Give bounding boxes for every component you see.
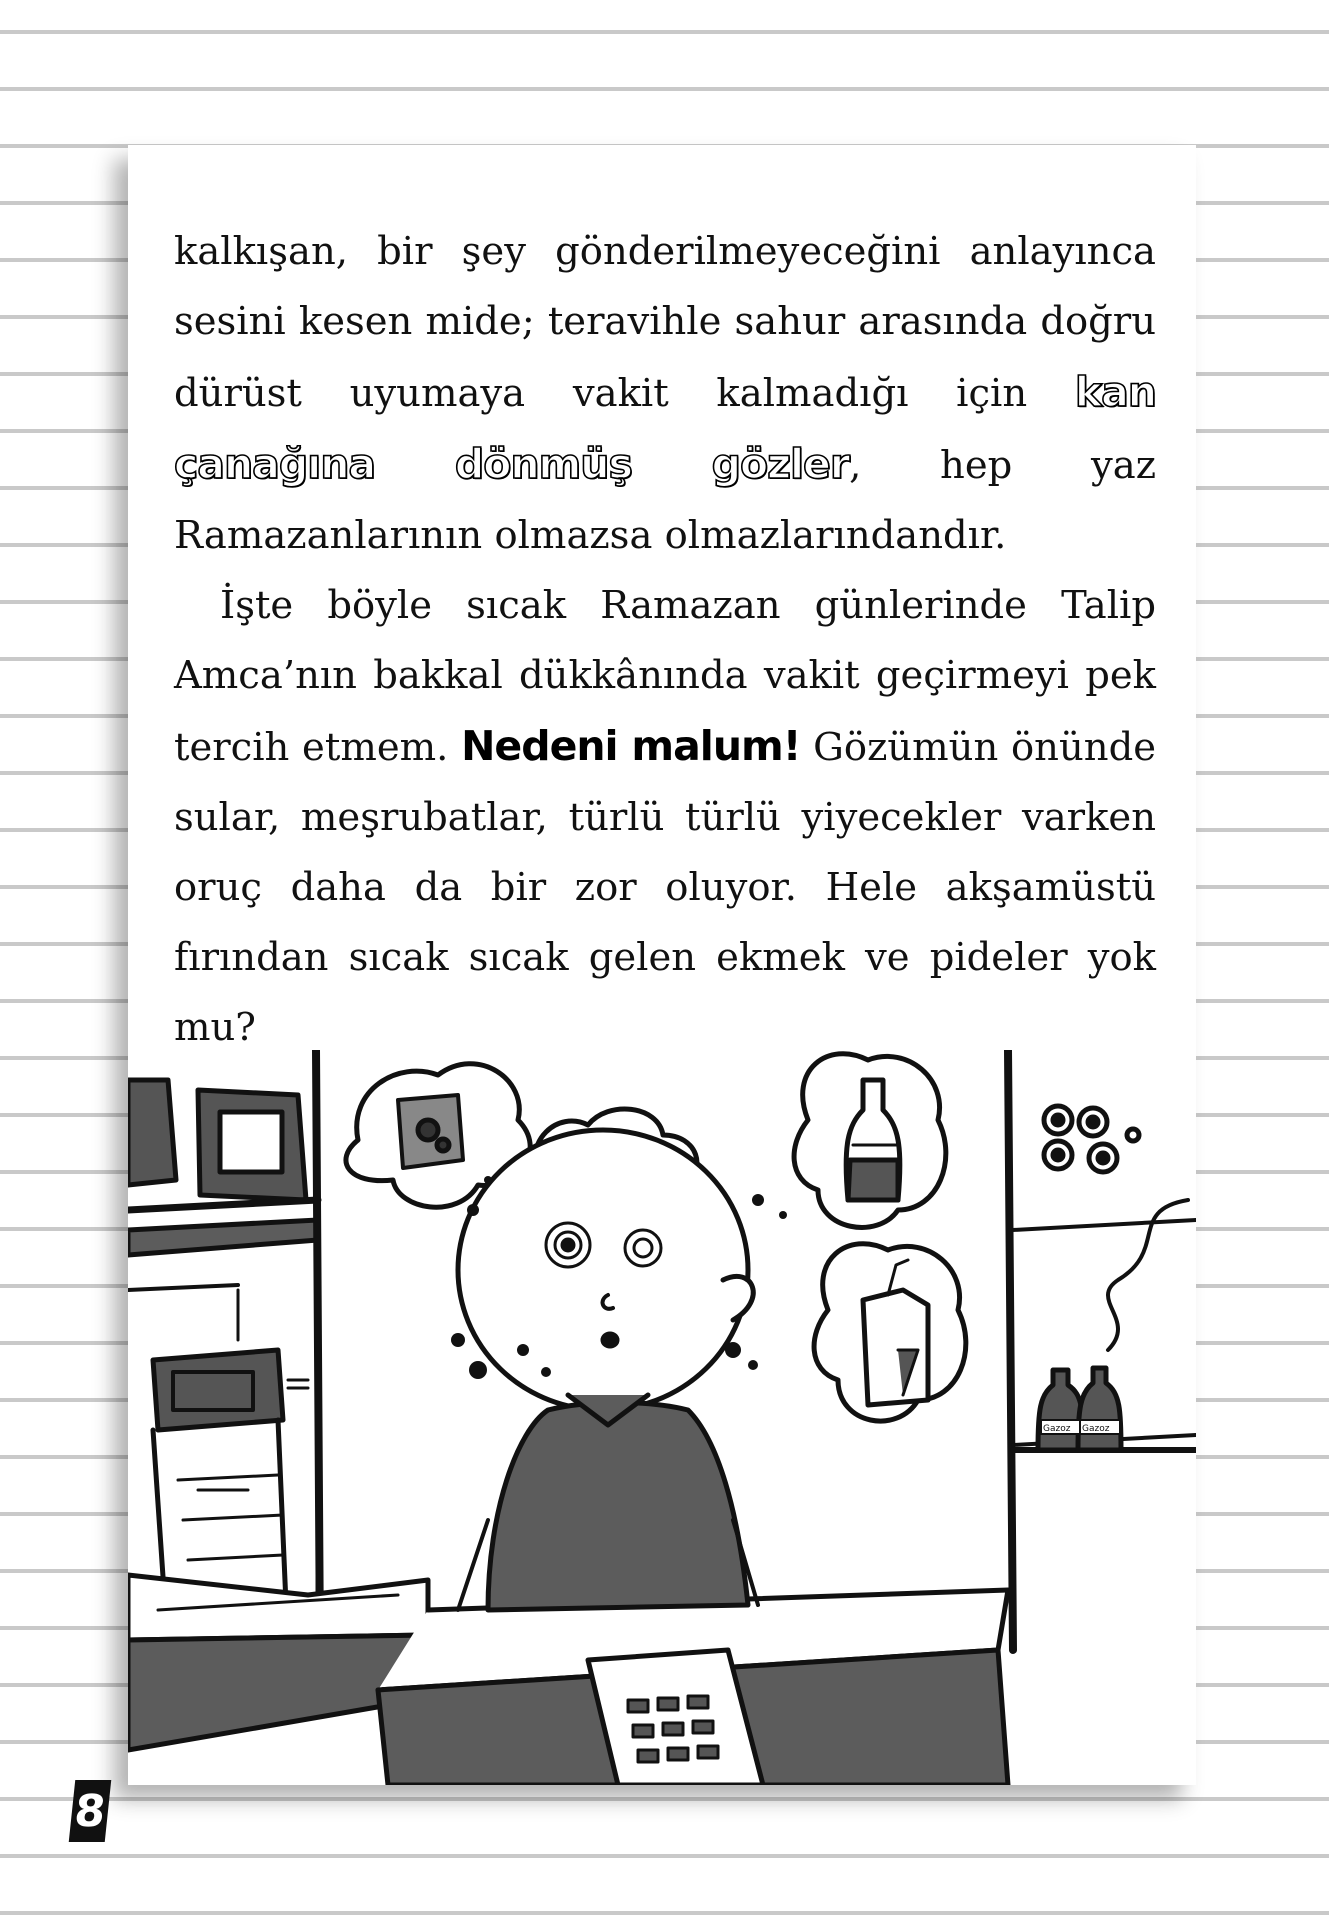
shop-illustration <box>128 1050 1196 1785</box>
boy-face-icon <box>458 1109 758 1610</box>
paragraph-2 <box>174 571 1156 1063</box>
shelf-bottles-icon <box>1038 1368 1121 1450</box>
thought-bubble-juice <box>814 1244 966 1421</box>
book-page <box>128 145 1196 1785</box>
bottle-label-1: Gazoz <box>1043 1424 1071 1434</box>
paragraph-1-text-before: kalkışan, bir şey gönderilmeyeceğini anlayınca sesini kesen mide; teravihle sahur arasında doğru dürüst uyumaya vakit kalmadığı için <box>174 229 1156 416</box>
right-shelves <box>1008 1050 1196 1650</box>
paragraph-2-emphasis: Nedeni malum! <box>461 722 801 770</box>
body-text <box>174 217 1156 1063</box>
paragraph-1-emphasis: kan çanağına dönmüş gözler <box>174 368 1156 488</box>
bottle-label-2: Gazoz <box>1082 1424 1110 1434</box>
paragraph-2-text-after: Gözümün önünde sular, meşrubatlar, türlü türlü yiyecekler varken oruç daha da bir zor oluyor. Hele akşamüstü fırından sıcak sıcak gelen ekmek ve pideler yok mu? <box>174 725 1157 1050</box>
left-shelves <box>128 1050 320 1650</box>
page-number-badge <box>69 1780 112 1842</box>
thought-bubble-cola <box>794 1054 946 1228</box>
paragraph-2-text-before: İşte böyle sıcak Ramazan günlerinde Talip Amca’nın bakkal dükkânında vakit geçirmeyi pek tercih etmem. <box>174 583 1156 770</box>
page-number: 8 <box>72 1785 108 1837</box>
paragraph-1-text-after: , hep yaz Ramazanlarının olmazsa olmazlarındandır. <box>174 443 1156 558</box>
paragraph-1 <box>174 217 1156 571</box>
